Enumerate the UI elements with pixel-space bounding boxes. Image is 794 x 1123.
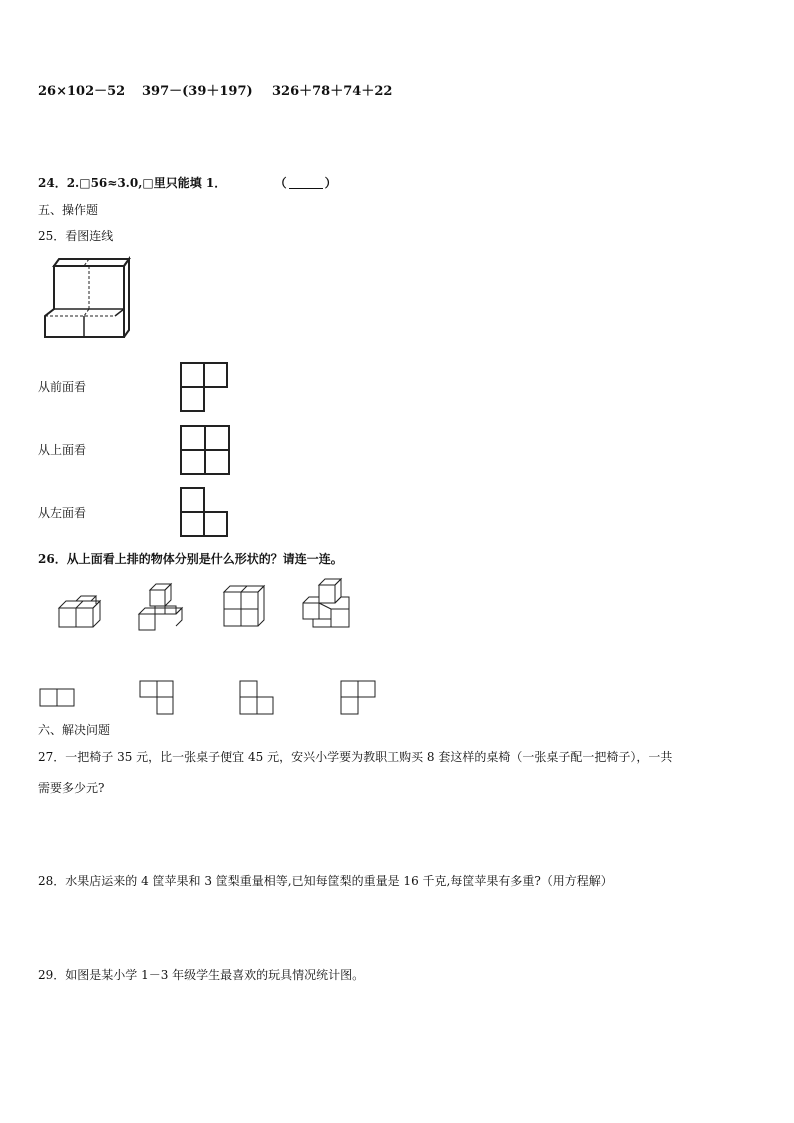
paren-close: ） [324, 176, 337, 190]
question-24 [38, 177, 337, 189]
question-24-text: 24．2.□56≈3.0,□里只能填 1． [38, 176, 227, 190]
top-view-shape-2 [139, 680, 175, 715]
question-27-line-1: 27．一把椅子 35 元，比一张桌子便宜 45 元，安兴小学要为教职工购买 8 套这样的桌椅（一张桌子配一把椅子），一共 [38, 750, 673, 764]
view-shape-left [180, 487, 229, 538]
top-view-shape-4 [340, 680, 377, 715]
top-view-shape-3 [239, 680, 275, 715]
cube-figure-4 [299, 577, 353, 631]
question-28: 28．水果店运来的 4 筐苹果和 3 筐梨重量相等,已知每筐梨的重量是 16 千克,每筐苹果有多重?（用方程解） [38, 874, 613, 888]
cube-figure-1 [56, 594, 104, 630]
view-label-front: 从前面看 [38, 380, 87, 394]
section-heading-6: 六、解决问题 [38, 723, 111, 737]
view-label-top: 从上面看 [38, 443, 87, 457]
question-29: 29．如图是某小学 1－3 年级学生最喜欢的玩具情况统计图。 [38, 968, 365, 982]
expression-3: 326＋78＋74＋22 [272, 84, 393, 99]
answer-blank[interactable] [289, 178, 323, 189]
expression-1: 26×102－52 [38, 84, 126, 99]
expression-2: 397－(39＋197) [142, 84, 253, 99]
question-25-title: 25．看图连线 [38, 229, 114, 243]
paren-open: （ [274, 176, 287, 190]
top-view-shape-1 [39, 688, 76, 707]
cube-figure-3 [221, 583, 267, 629]
question-27-line-2: 需要多少元? [38, 781, 105, 795]
view-label-left: 从左面看 [38, 506, 87, 520]
section-heading-5: 五、操作题 [38, 203, 99, 217]
question-26-title: 26．从上面看上排的物体分别是什么形状的？请连一连。 [38, 552, 343, 566]
view-shape-front [180, 362, 229, 412]
cube-figure-2 [136, 582, 184, 632]
cube-figure-3d [38, 256, 134, 346]
view-shape-top [180, 425, 231, 476]
